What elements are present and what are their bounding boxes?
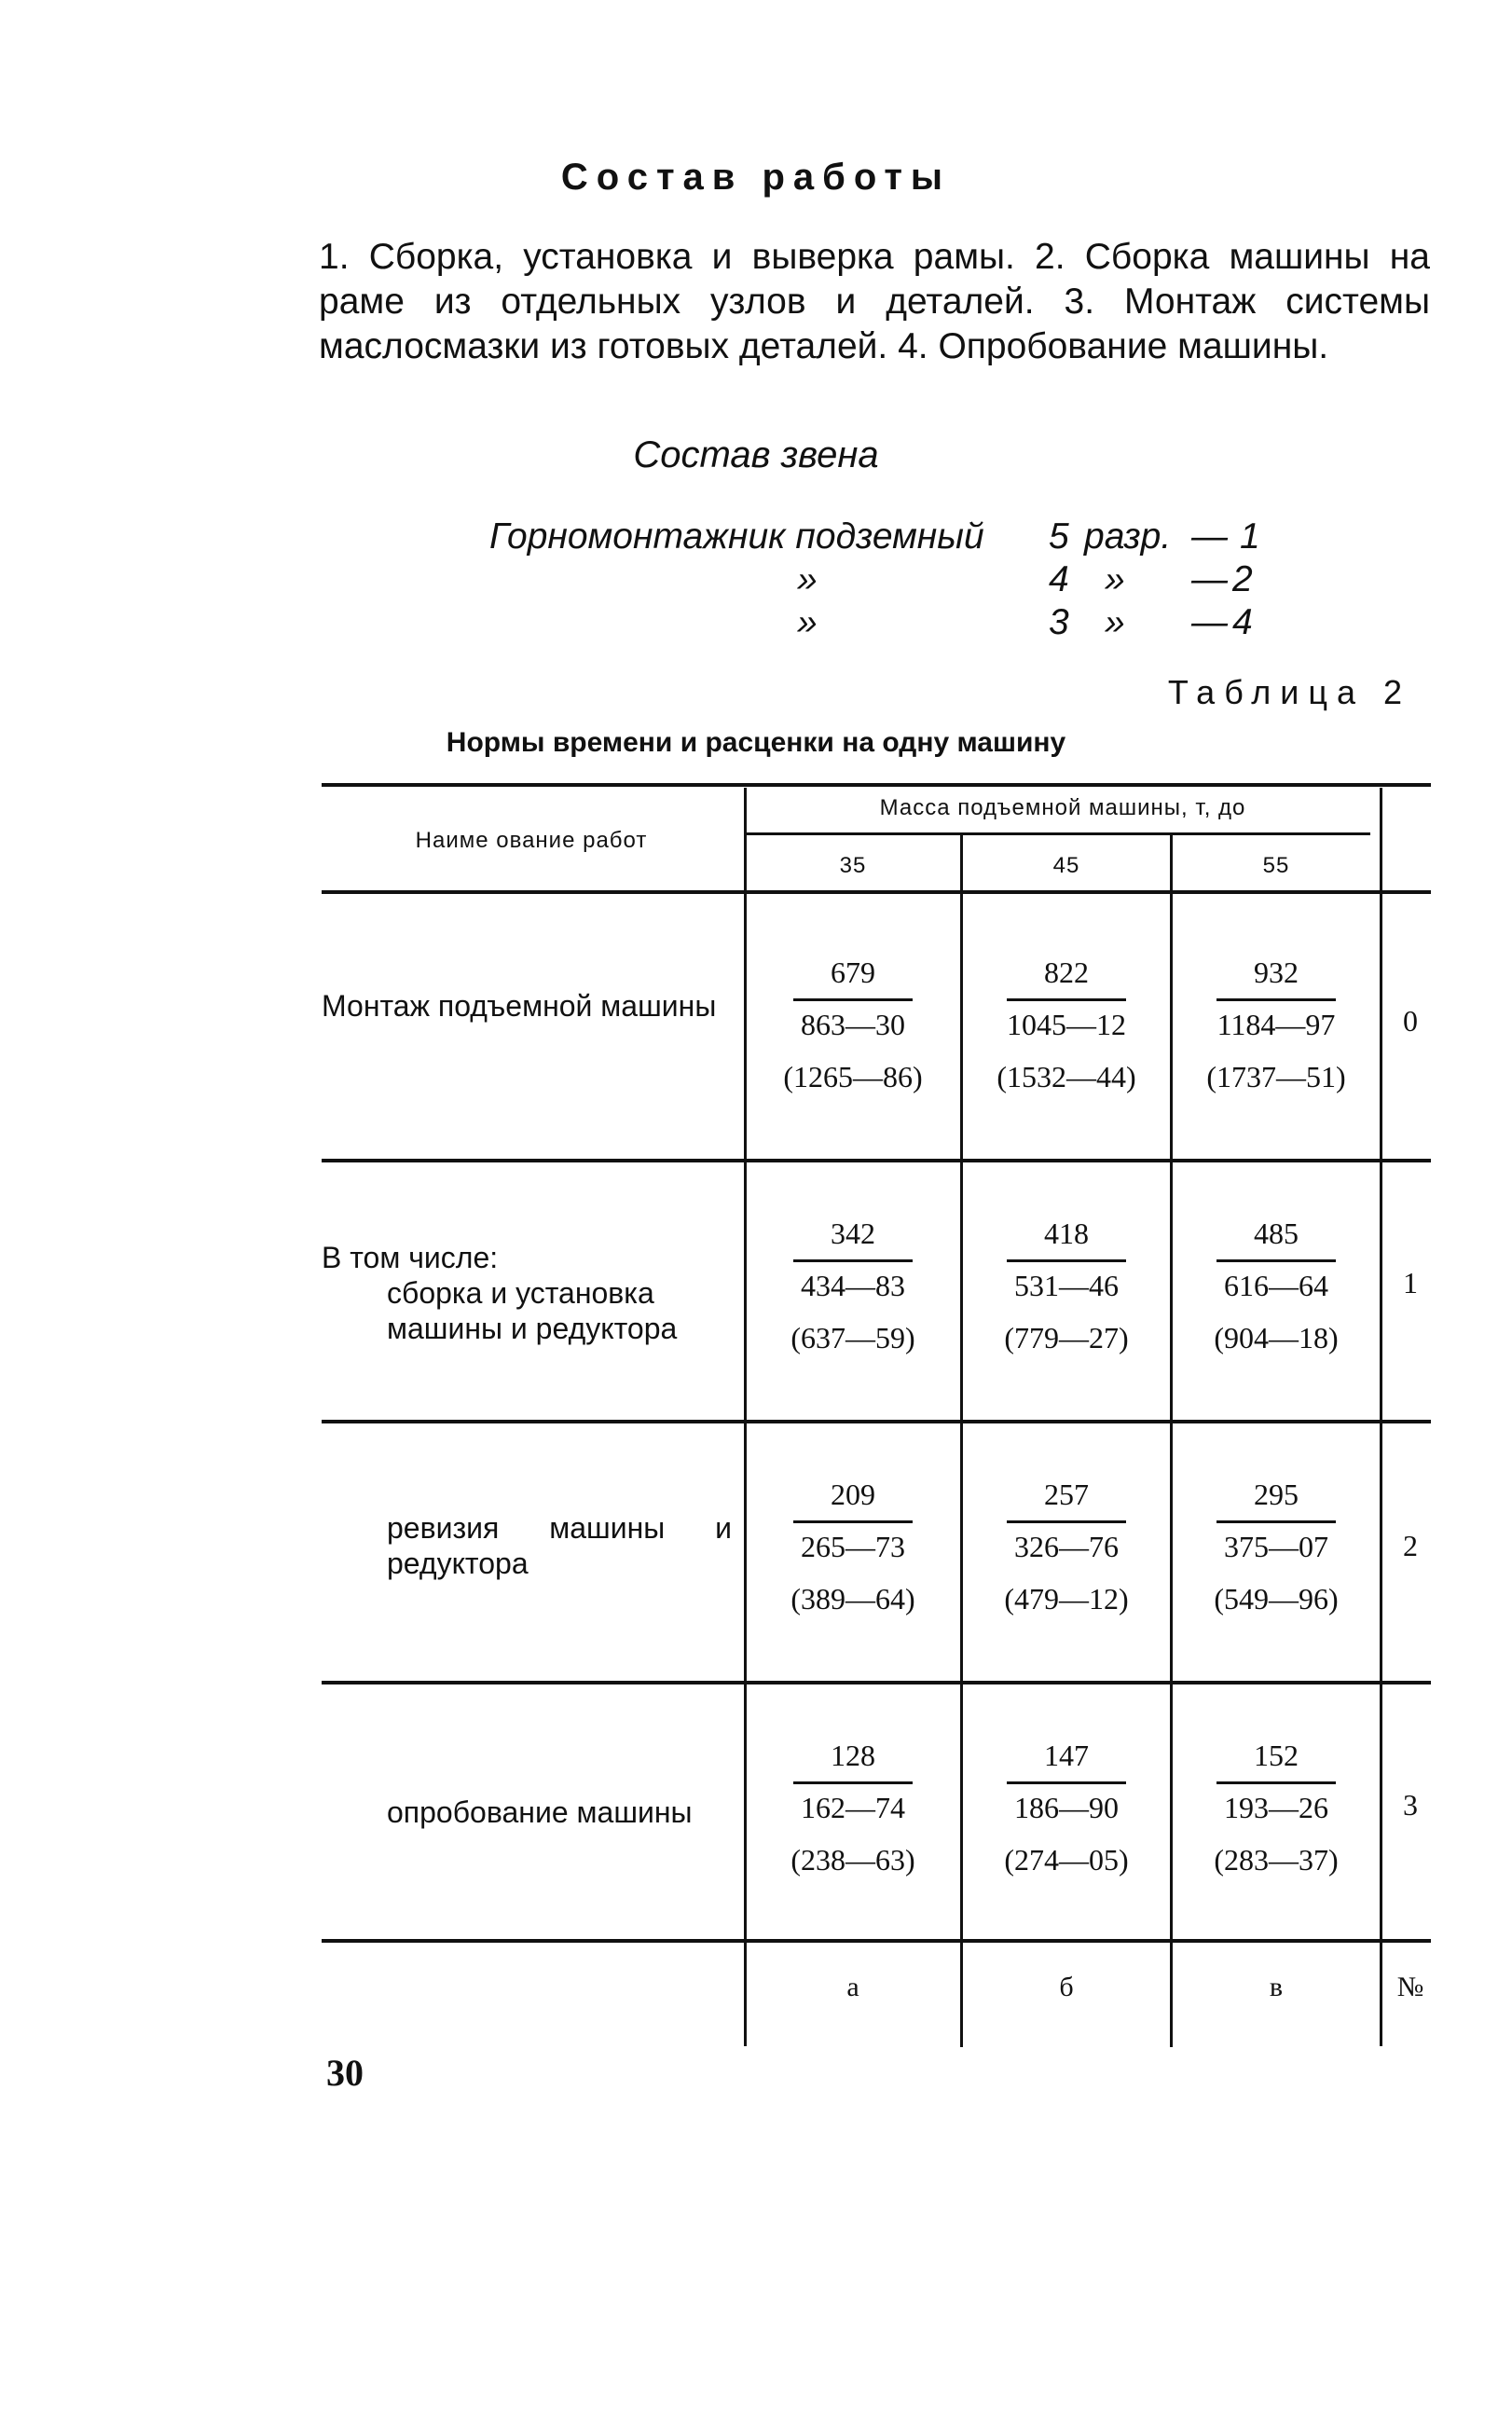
table-cell [963, 946, 1170, 1103]
crew-grade: 5 [1049, 516, 1069, 557]
table-cell [963, 1729, 1170, 1886]
rate-alt: (1532—44) [997, 1060, 1136, 1093]
rate-alt: (549—96) [1214, 1582, 1339, 1616]
rate-alt: (779—27) [1004, 1321, 1129, 1354]
work-description: 1. Сборка, установка и выверка рамы. 2. Сборка машины на раме из отдельных узлов и деталей. 3. Монтаж системы маслосмазки из готовых деталей. 4. Опробование машины. [319, 237, 1430, 366]
norm-time: 257 [1007, 1468, 1126, 1523]
norm-time: 147 [1007, 1729, 1126, 1784]
crew-profession: Горномонтажник подземный [489, 516, 984, 557]
norm-time: 128 [793, 1729, 913, 1784]
row-rule [322, 1159, 1431, 1162]
header-bottom-rule [322, 890, 1431, 894]
crew-row [0, 513, 1512, 561]
rate-alt: (479—12) [1004, 1582, 1129, 1616]
column-letter: а [846, 1972, 859, 2002]
norm-time: 209 [793, 1468, 913, 1523]
rate-alt: (238—63) [790, 1843, 915, 1877]
rate: 863—30 [801, 1008, 905, 1041]
table-cell [1173, 946, 1380, 1103]
norm-time: 342 [793, 1207, 913, 1262]
crew-grade: 4 [1049, 559, 1069, 599]
table-cell [963, 1468, 1170, 1625]
rate-alt: (1265—86) [783, 1060, 923, 1093]
header-col: 35 [839, 853, 867, 878]
rate-alt: (1737—51) [1206, 1060, 1346, 1093]
rate-alt: (904—18) [1214, 1321, 1339, 1354]
crew-grade: 3 [1049, 602, 1069, 642]
rate: 162—74 [801, 1791, 905, 1824]
rate-alt: (283—37) [1214, 1843, 1339, 1877]
table-cell [1173, 1207, 1380, 1364]
norm-time: 822 [1007, 946, 1126, 1001]
row-number: 3 [1403, 1788, 1418, 1822]
crew-unit: » [1105, 602, 1125, 642]
header-mass: Масса подъемной машины, т, до [879, 795, 1246, 820]
column-letter: б [1059, 1972, 1074, 2002]
row-work-sub: сборка и установка машины и редуктора [387, 1276, 678, 1345]
rate: 265—73 [801, 1530, 905, 1563]
row-rule [322, 1420, 1431, 1423]
rate: 616—64 [1224, 1269, 1328, 1302]
number-column-header: № [1396, 1972, 1424, 2002]
crew-dash: — [1191, 559, 1228, 599]
row-work: Монтаж подъемной машины [322, 989, 717, 1023]
crew-row [0, 556, 1512, 604]
crew-profession: » [797, 602, 818, 642]
table-cell [1173, 1468, 1380, 1625]
row-work: ревизия машины и редуктора [387, 1511, 732, 1580]
crew-profession: » [797, 559, 818, 599]
rate: 434—83 [801, 1269, 905, 1302]
table-label: Таблица 2 [1167, 673, 1411, 711]
table-top-rule [322, 783, 1431, 787]
header-col: 55 [1262, 853, 1290, 878]
table-cell [1173, 1729, 1380, 1886]
norm-time: 485 [1216, 1207, 1336, 1262]
row-number: 1 [1403, 1266, 1418, 1299]
crew-count: 4 [1232, 602, 1253, 642]
rate: 326—76 [1014, 1530, 1119, 1563]
header-col: 45 [1052, 853, 1080, 878]
page-number: 30 [326, 2052, 364, 2094]
rate: 531—46 [1014, 1269, 1119, 1302]
rate-alt: (389—64) [790, 1582, 915, 1616]
rate: 193—26 [1224, 1791, 1328, 1824]
table-cell [963, 1207, 1170, 1364]
crew-dash: — [1191, 602, 1228, 642]
col-divider [1380, 788, 1382, 2046]
table-cell [746, 946, 960, 1103]
crew-dash: — [1191, 516, 1228, 557]
section-heading: Состав работы [560, 157, 952, 198]
rate-alt: (274—05) [1004, 1843, 1129, 1877]
header-work: Наиме ование работ [415, 828, 648, 853]
table-cell [746, 1207, 960, 1364]
header-mid-rule [746, 832, 1370, 835]
crew-count: 1 [1240, 516, 1260, 557]
row-rule [322, 1681, 1431, 1684]
norm-time: 679 [793, 946, 913, 1001]
table-caption: Нормы времени и расценки на одну машину [446, 727, 1066, 758]
norm-time: 932 [1216, 946, 1336, 1001]
crew-row [0, 598, 1512, 647]
crew-unit: » [1105, 559, 1125, 599]
crew-title: Состав звена [633, 434, 879, 475]
rate: 375—07 [1224, 1530, 1328, 1563]
row-rule [322, 1939, 1431, 1943]
rate: 1045—12 [1007, 1008, 1126, 1041]
norm-time: 295 [1216, 1468, 1336, 1523]
table-cell [746, 1729, 960, 1886]
crew-unit: разр. [1084, 516, 1172, 557]
row-work: опробование машины [387, 1795, 693, 1829]
crew-count: 2 [1232, 559, 1253, 599]
rate: 186—90 [1014, 1791, 1119, 1824]
row-work-intro: В том числе: [322, 1241, 499, 1274]
table-cell [746, 1468, 960, 1625]
norm-time: 152 [1216, 1729, 1336, 1784]
rate-alt: (637—59) [790, 1321, 915, 1354]
row-work [322, 1240, 732, 1346]
column-letter: в [1269, 1972, 1284, 2002]
norm-time: 418 [1007, 1207, 1126, 1262]
rate: 1184—97 [1216, 1008, 1336, 1041]
row-number: 0 [1403, 1004, 1418, 1038]
row-number: 2 [1403, 1529, 1418, 1562]
